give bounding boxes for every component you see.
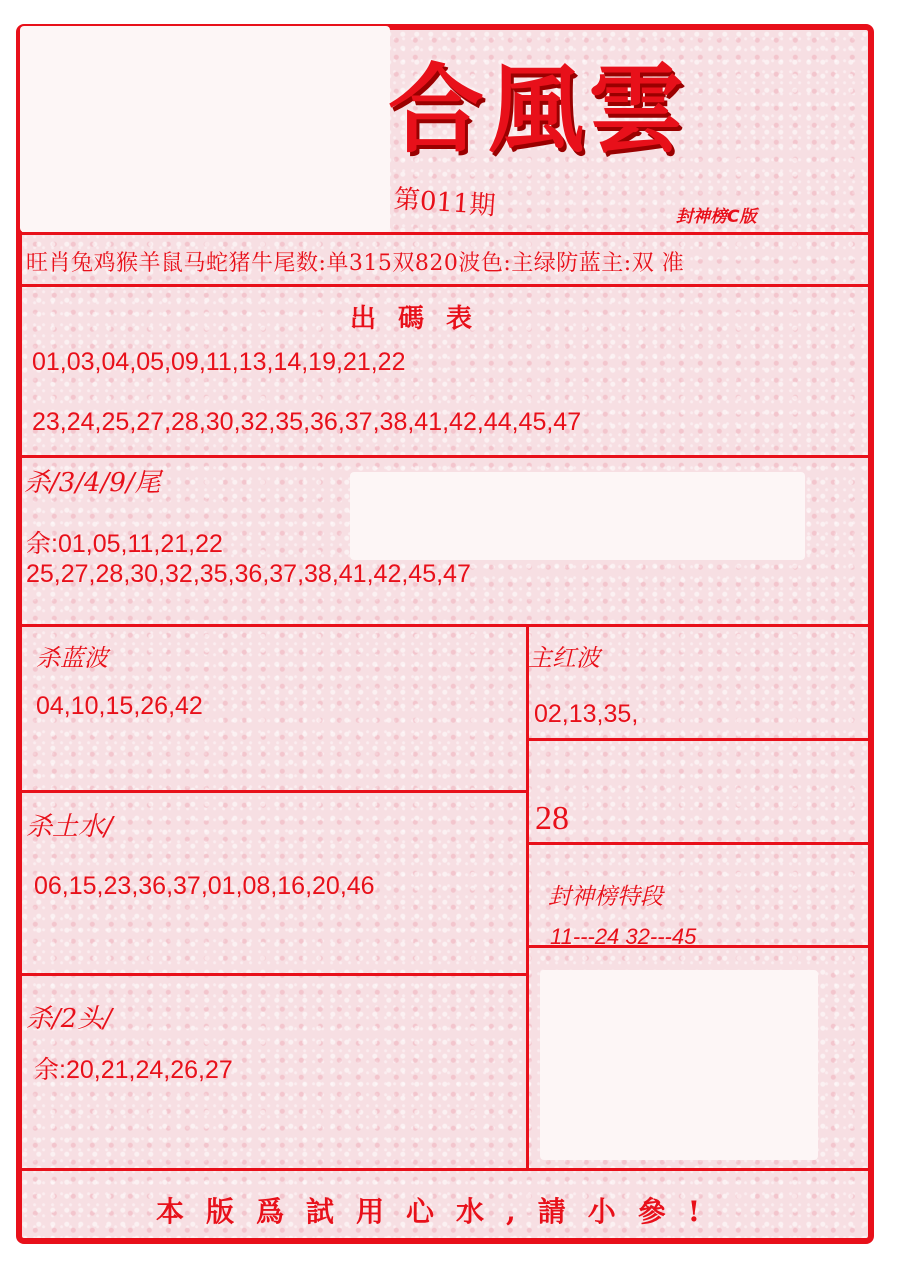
kill-tails-rest-row-1 [26,524,223,560]
divider-footer [22,1168,868,1171]
single-number: 28 [535,800,569,837]
draw-table-title: 出碼表 [350,304,495,334]
kill-tails-rest-row-2: 25,27,28,30,32,35,36,37,38,41,42,45,47 [26,560,471,588]
divider-draw-table [22,455,868,458]
divider-header [22,232,868,235]
kill-head-rest [34,1050,233,1086]
kill-tails-label: 杀/3/4/9/尾 [24,468,161,498]
divider-left-2 [22,973,528,976]
divider-kill-tails [22,624,868,627]
issue-number: 第011期 [392,184,497,222]
kill-head-label: 杀/2头/ [26,1004,113,1034]
page-title: 合風雲 [388,53,688,166]
footer-note: 本版爲試用心水,請小參! [156,1195,723,1228]
summary-line: 旺肖兔鸡猴羊鼠马蛇猪牛尾数:单315双820波色:主绿防蓝主:双 准 [26,251,685,276]
draw-table-row-2: 23,24,25,27,28,30,32,35,36,37,38,41,42,44,45,47 [32,408,582,436]
masked-logo-area [20,26,390,232]
special-segment-label: 封神榜特段 [548,884,663,910]
edition-label: 封神榜C版 [676,207,757,227]
kill-blue-numbers: 04,10,15,26,42 [36,692,203,720]
rest-prefix: 余: [26,530,58,558]
kill-blue-label: 杀蓝波 [36,644,108,672]
kill-earth-water-label: 杀土水/ [26,812,113,842]
kill-earth-water-numbers: 06,15,23,36,37,01,08,16,20,46 [34,872,375,900]
masked-area-middle [350,472,805,560]
special-segment-ranges: 11---24 32---45 [550,924,697,949]
divider-right-2 [528,842,868,845]
divider-left-1 [22,790,528,793]
masked-area-bottom-right [540,970,818,1160]
main-red-numbers: 02,13,35, [534,700,639,728]
main-red-label: 主红波 [528,644,600,672]
rest-numbers: 20,21,24,26,27 [65,1056,233,1084]
rest-numbers: 01,05,11,21,22 [57,530,223,558]
rest-prefix: 余: [34,1056,66,1084]
divider-right-1 [528,738,868,741]
divider-vertical [526,624,529,1170]
divider-summary [22,284,868,287]
draw-table-row-1: 01,03,04,05,09,11,13,14,19,21,22 [32,348,406,376]
